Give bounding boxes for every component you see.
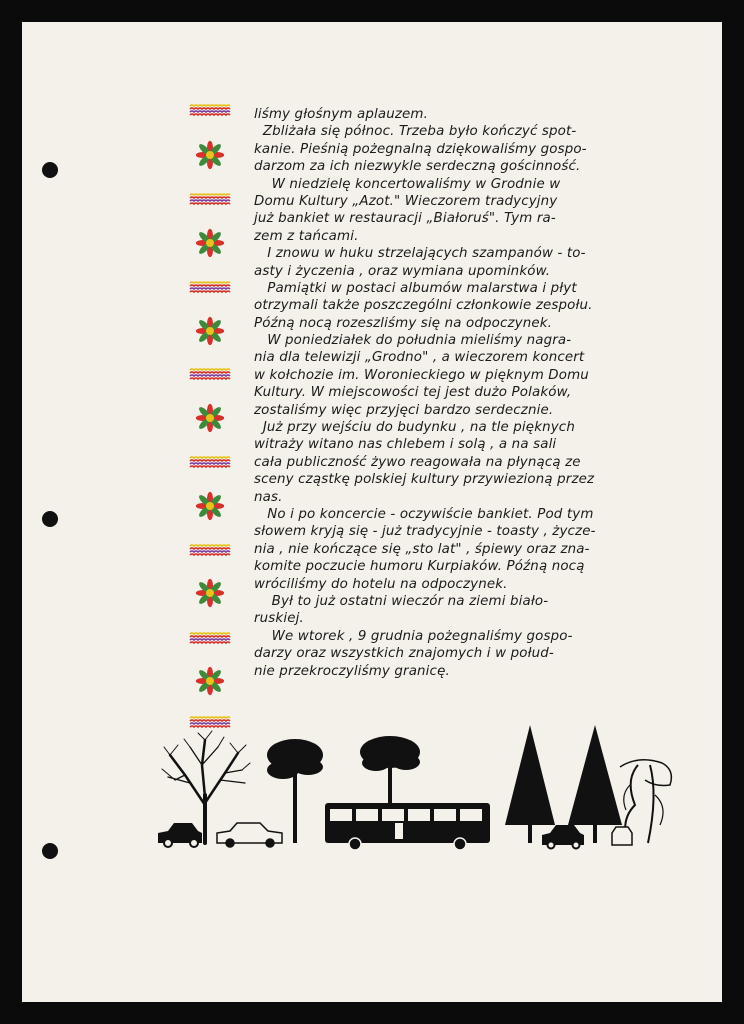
spruce-tree-illustration <box>505 725 555 843</box>
diary-text <box>254 106 672 680</box>
text-line: I znowu w huku strzelających szampanów - to- <box>254 246 586 262</box>
text-line: wróciliśmy do hotelu na odpoczynek. <box>254 576 508 592</box>
folk-flower-motif <box>196 579 224 607</box>
text-line: nia , nie kończące się „sto lat" , śpiewy oraz zna- <box>254 541 590 557</box>
zigzag-band <box>190 457 230 467</box>
text-line: w kołchozie im. Woronieckiego w pięknym Domu <box>254 367 589 383</box>
text-line: cała publiczność żywo reagowała na płynącą ze <box>254 454 581 470</box>
landscape-illustration <box>150 725 690 855</box>
text-line: nie przekroczyliśmy granicę. <box>254 663 450 679</box>
folk-flower-motif <box>196 317 224 345</box>
text-line: słowem kryją się - już tradycyjnie - toasty , życze- <box>254 524 596 540</box>
pine-tree-illustration <box>267 739 323 843</box>
text-line: kanie. Pieśnią pożegnalną dziękowaliśmy gospo- <box>254 141 587 157</box>
bus-illustration <box>325 803 490 850</box>
text-line: sceny cząstkę polskiej kultury przywiezioną przez <box>254 472 595 488</box>
text-line: liśmy głośnym aplauzem. <box>254 107 429 122</box>
text-line: zem z tańcami. <box>254 228 359 244</box>
text-line: No i po koncercie - oczywiście bankiet. Pod tym <box>254 506 594 522</box>
text-line: Pamiątki w postaci albumów malarstwa i płyt <box>254 280 577 296</box>
text-line: witraży witano nas chlebem i solą , a na sali <box>254 437 557 453</box>
text-line: komite poczucie humoru Kurpiaków. Późną nocą <box>254 559 585 575</box>
folk-flower-motif <box>196 492 224 520</box>
car-illustration <box>158 823 202 847</box>
text-line: W poniedziałek do południa mieliśmy nagra- <box>254 333 572 349</box>
text-line: Domu Kultury „Azot." Wieczorem tradycyjny <box>254 193 558 209</box>
spruce-tree-illustration <box>568 725 622 843</box>
binder-hole <box>42 162 58 178</box>
folk-flower-motif <box>196 667 224 695</box>
text-line: darzy oraz wszystkich znajomych i w połud- <box>254 646 554 662</box>
car-illustration <box>612 827 632 845</box>
folk-flower-motif <box>196 229 224 257</box>
car-illustration <box>217 823 282 847</box>
zigzag-band <box>190 545 230 555</box>
binder-hole <box>42 511 58 527</box>
text-line: Późną nocą rozeszliśmy się na odpoczynek. <box>254 315 553 331</box>
text-line: ruskiej. <box>254 611 304 627</box>
folk-ornament-border <box>188 100 232 740</box>
text-line: asty i życzenia , oraz wymiana upominków. <box>254 263 551 279</box>
text-line: We wtorek , 9 grudnia pożegnaliśmy gospo- <box>254 628 573 644</box>
zigzag-band <box>190 282 230 292</box>
text-line: nia dla telewizji „Grodno" , a wieczorem koncert <box>254 350 585 366</box>
text-line: nas. <box>254 489 283 505</box>
text-line: W niedzielę koncertowaliśmy w Grodnie w <box>254 176 561 192</box>
zigzag-band <box>190 105 230 115</box>
text-line: otrzymali także poszczególni członkowie zespołu. <box>254 298 593 314</box>
car-illustration <box>542 825 584 849</box>
binder-hole <box>42 843 58 859</box>
text-line: Kultury. W miejscowości tej jest dużo Polaków, <box>254 385 572 401</box>
zigzag-band <box>190 194 230 204</box>
zigzag-band <box>190 369 230 379</box>
text-line: Już przy wejściu do budynku , na tle pięknych <box>254 420 575 436</box>
text-line: Był to już ostatni wieczór na ziemi biało- <box>254 593 549 609</box>
text-line: Zbliżała się północ. Trzeba było kończyć spot- <box>254 124 577 140</box>
zigzag-band <box>190 633 230 643</box>
text-line: już bankiet w restauracji „Białoruś". Tym ra- <box>254 211 556 227</box>
text-line: darzom za ich niezwykle serdeczną gościnność. <box>254 159 581 175</box>
folk-flower-motif <box>196 404 224 432</box>
folk-flower-motif <box>196 141 224 169</box>
text-line: zostaliśmy więc przyjęci bardzo serdecznie. <box>254 402 554 418</box>
